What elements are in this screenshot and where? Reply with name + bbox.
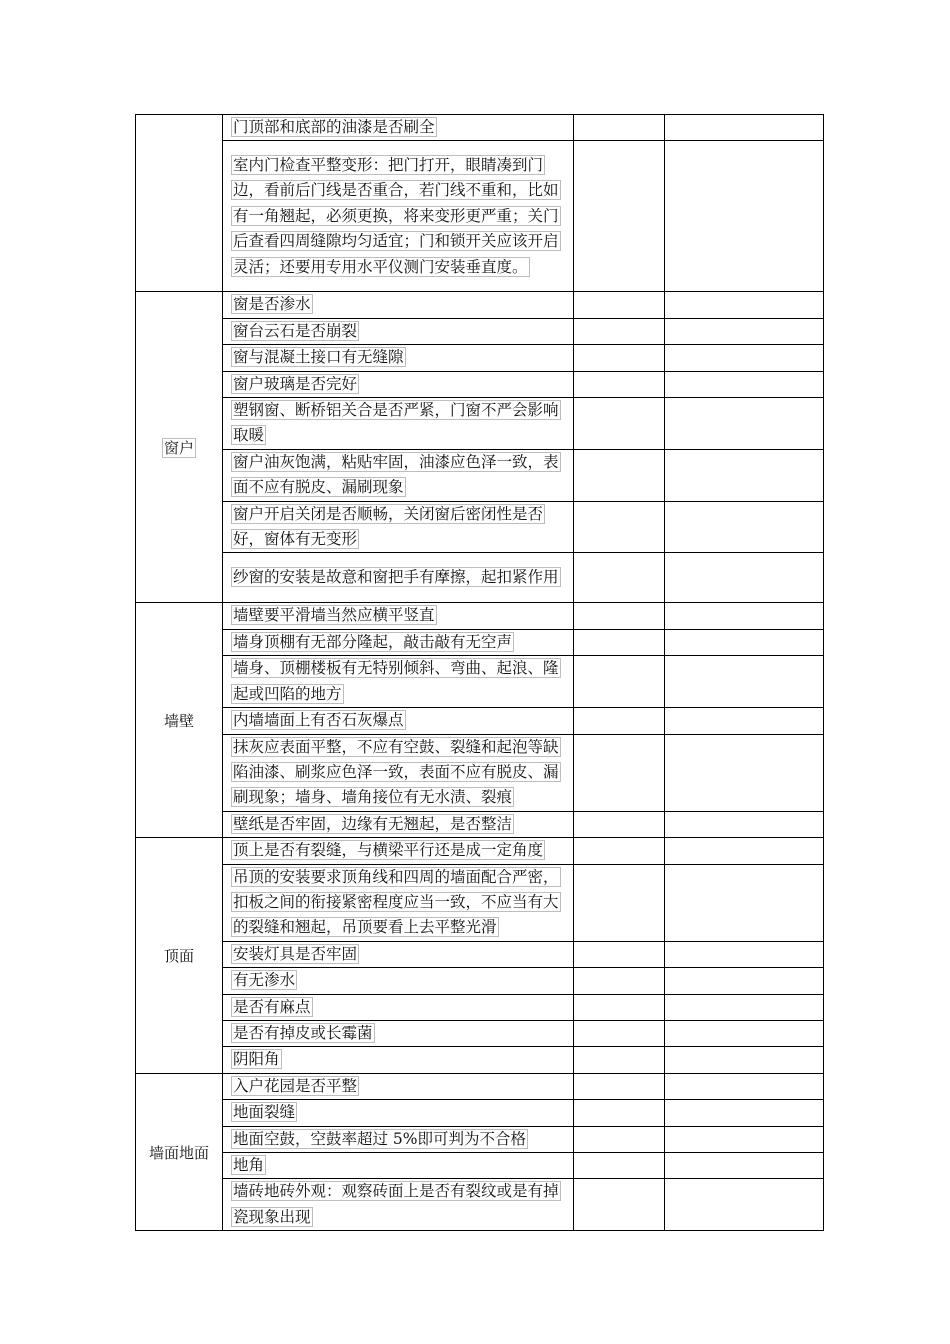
check-item-text: 室内门检查平整变形：把门打开，眼睛凑到门边，看前后门线是否重合，若门线不重和，比如有一角翘起，必须更换，将来变形更严重；关门后查看四周缝隙均匀适宜；门和锁开关应该开启灵活；还要用专用水平仪测门安装垂直度。 [233, 155, 559, 276]
remarks-cell[interactable] [665, 968, 824, 994]
table-row [136, 345, 824, 371]
check-item-cell [223, 1153, 574, 1179]
result-cell[interactable] [574, 1020, 665, 1046]
check-item-cell [223, 603, 574, 629]
check-item-text: 窗是否渗水 [233, 295, 311, 314]
result-cell[interactable] [574, 994, 665, 1020]
check-item-cell [223, 941, 574, 967]
table-row [136, 708, 824, 734]
check-item-text: 吊顶的安装要求顶角线和四周的墙面配合严密，扣板之间的衔接紧密程度应当一致，不应当有大的裂缝和翘起，吊顶要看上去平整光滑 [233, 867, 559, 937]
remarks-cell[interactable] [665, 941, 824, 967]
check-item-cell [223, 553, 574, 603]
check-item-cell [223, 864, 574, 941]
check-item-text: 墙砖地砖外观：观察砖面上是否有裂纹或是有掉瓷现象出现 [233, 1182, 559, 1226]
table-row [136, 941, 824, 967]
category-cell [136, 115, 223, 292]
check-item-cell [223, 994, 574, 1020]
remarks-cell[interactable] [665, 1179, 824, 1231]
check-item-text: 墙身、顶棚楼板有无特别倾斜、弯曲、起浪、隆起或凹陷的地方 [233, 659, 559, 703]
check-item-cell [223, 708, 574, 734]
check-item-text: 墙身顶棚有无部分隆起，敲击敲有无空声 [233, 632, 513, 651]
result-cell[interactable] [574, 734, 665, 811]
table-row [136, 371, 824, 397]
remarks-cell[interactable] [665, 1047, 824, 1073]
check-item-cell [223, 968, 574, 994]
table-row [136, 994, 824, 1020]
check-item-cell [223, 1179, 574, 1231]
inspection-table-body [136, 115, 824, 1231]
result-cell[interactable] [574, 656, 665, 708]
result-cell[interactable] [574, 864, 665, 941]
result-cell[interactable] [574, 811, 665, 837]
remarks-cell[interactable] [665, 318, 824, 344]
check-item-cell [223, 345, 574, 371]
category-label: 窗户 [163, 438, 194, 457]
remarks-cell[interactable] [665, 811, 824, 837]
remarks-cell[interactable] [665, 1020, 824, 1046]
remarks-cell[interactable] [665, 838, 824, 864]
result-cell[interactable] [574, 1073, 665, 1099]
remarks-cell[interactable] [665, 603, 824, 629]
result-cell[interactable] [574, 1047, 665, 1073]
check-item-text: 是否有麻点 [233, 997, 311, 1016]
table-row [136, 1020, 824, 1046]
remarks-cell[interactable] [665, 449, 824, 501]
check-item-cell [223, 811, 574, 837]
check-item-text: 壁纸是否牢固，边缘有无翘起，是否整洁 [233, 814, 513, 833]
check-item-cell [223, 1100, 574, 1126]
category-label: 墙面地面 [148, 1143, 209, 1162]
check-item-cell [223, 838, 574, 864]
check-item-text: 纱窗的安装是故意和窗把手有摩擦，起扣紧作用 [233, 568, 559, 587]
result-cell[interactable] [574, 449, 665, 501]
inspection-table [135, 114, 824, 1231]
table-row [136, 968, 824, 994]
table-row [136, 864, 824, 941]
check-item-text: 塑钢窗、断桥铝关合是否严紧，门窗不严会影响取暖 [233, 401, 559, 445]
category-cell [136, 603, 223, 838]
check-item-text: 入户花园是否平整 [233, 1076, 358, 1095]
table-row [136, 603, 824, 629]
check-item-cell [223, 1126, 574, 1152]
result-cell[interactable] [574, 708, 665, 734]
remarks-cell[interactable] [665, 1153, 824, 1179]
check-item-text: 窗台云石是否崩裂 [233, 321, 358, 340]
check-item-text: 窗户玻璃是否完好 [233, 374, 358, 393]
table-row [136, 656, 824, 708]
table-row [136, 1153, 824, 1179]
remarks-cell[interactable] [665, 1126, 824, 1152]
check-item-text: 安装灯具是否牢固 [233, 944, 358, 963]
remarks-cell[interactable] [665, 553, 824, 603]
table-row [136, 1179, 824, 1231]
remarks-cell[interactable] [665, 345, 824, 371]
table-row [136, 1073, 824, 1099]
check-item-cell [223, 1073, 574, 1099]
result-cell[interactable] [574, 345, 665, 371]
result-cell[interactable] [574, 292, 665, 318]
check-item-cell [223, 1047, 574, 1073]
table-row [136, 292, 824, 318]
remarks-cell[interactable] [665, 734, 824, 811]
check-item-text: 阴阳角 [233, 1050, 280, 1069]
check-item-cell [223, 115, 574, 141]
check-item-cell [223, 734, 574, 811]
result-cell[interactable] [574, 941, 665, 967]
result-cell[interactable] [574, 553, 665, 603]
check-item-cell [223, 398, 574, 450]
remarks-cell[interactable] [665, 656, 824, 708]
table-row [136, 811, 824, 837]
result-cell[interactable] [574, 501, 665, 553]
check-item-cell [223, 449, 574, 501]
table-row [136, 449, 824, 501]
table-row [136, 629, 824, 655]
remarks-cell[interactable] [665, 994, 824, 1020]
table-row [136, 1126, 824, 1152]
remarks-cell[interactable] [665, 398, 824, 450]
check-item-text: 窗户油灰饱满，粘贴牢固，油漆应色泽一致，表面不应有脱皮、漏刷现象 [233, 452, 559, 497]
table-row [136, 1047, 824, 1073]
result-cell[interactable] [574, 398, 665, 450]
check-item-cell [223, 292, 574, 318]
result-cell[interactable] [574, 838, 665, 864]
category-label: 墙壁 [163, 711, 194, 730]
result-cell[interactable] [574, 1100, 665, 1126]
table-row [136, 398, 824, 450]
check-item-text: 内墙墙面上有否石灰爆点 [233, 711, 404, 730]
result-cell[interactable] [574, 629, 665, 655]
result-cell[interactable] [574, 1153, 665, 1179]
check-item-cell [223, 501, 574, 553]
result-cell[interactable] [574, 371, 665, 397]
remarks-cell[interactable] [665, 629, 824, 655]
check-item-cell [223, 656, 574, 708]
check-item-text: 顶上是否有裂缝，与横梁平行还是成一定角度 [233, 841, 544, 860]
check-item-text: 抹灰应表面平整，不应有空鼓、裂缝和起泡等缺陷油漆、刷浆应色泽一致，表面不应有脱皮、漏刷现象；墙身、墙角接位有无水渍、裂痕 [233, 737, 559, 807]
check-item-text: 地面空鼓，空鼓率超过 5%即可判为不合格 [233, 1129, 527, 1148]
result-cell[interactable] [574, 115, 665, 141]
remarks-cell[interactable] [665, 292, 824, 318]
result-cell[interactable] [574, 141, 665, 292]
table-row [136, 838, 824, 864]
check-item-text: 地角 [233, 1156, 265, 1174]
remarks-cell[interactable] [665, 1073, 824, 1099]
check-item-cell [223, 371, 574, 397]
check-item-text: 窗户开启关闭是否顺畅，关闭窗后密闭性是否好，窗体有无变形 [233, 504, 544, 549]
check-item-text: 是否有掉皮或长霉菌 [233, 1023, 373, 1042]
result-cell[interactable] [574, 968, 665, 994]
check-item-text: 门顶部和底部的油漆是否刷全 [233, 118, 435, 136]
remarks-cell[interactable] [665, 141, 824, 292]
check-item-text: 窗与混凝土接口有无缝隙 [233, 348, 404, 367]
table-row [136, 115, 824, 141]
remarks-cell[interactable] [665, 371, 824, 397]
remarks-cell[interactable] [665, 1100, 824, 1126]
check-item-cell [223, 629, 574, 655]
table-row [136, 553, 824, 603]
category-cell [136, 838, 223, 1074]
remarks-cell[interactable] [665, 115, 824, 141]
table-row [136, 501, 824, 553]
category-cell [136, 292, 223, 603]
table-row [136, 1100, 824, 1126]
check-item-cell [223, 318, 574, 344]
check-item-text: 有无渗水 [233, 971, 296, 990]
check-item-text: 墙壁要平滑墙当然应横平竖直 [233, 606, 435, 625]
check-item-text: 地面裂缝 [233, 1103, 296, 1122]
table-row [136, 734, 824, 811]
result-cell[interactable] [574, 603, 665, 629]
remarks-cell[interactable] [665, 501, 824, 553]
check-item-cell [223, 1020, 574, 1046]
category-cell [136, 1073, 223, 1230]
result-cell[interactable] [574, 1126, 665, 1152]
result-cell[interactable] [574, 318, 665, 344]
table-row [136, 318, 824, 344]
remarks-cell[interactable] [665, 864, 824, 941]
remarks-cell[interactable] [665, 708, 824, 734]
category-label: 顶面 [163, 946, 194, 965]
table-row [136, 141, 824, 292]
result-cell[interactable] [574, 1179, 665, 1231]
check-item-cell [223, 141, 574, 292]
